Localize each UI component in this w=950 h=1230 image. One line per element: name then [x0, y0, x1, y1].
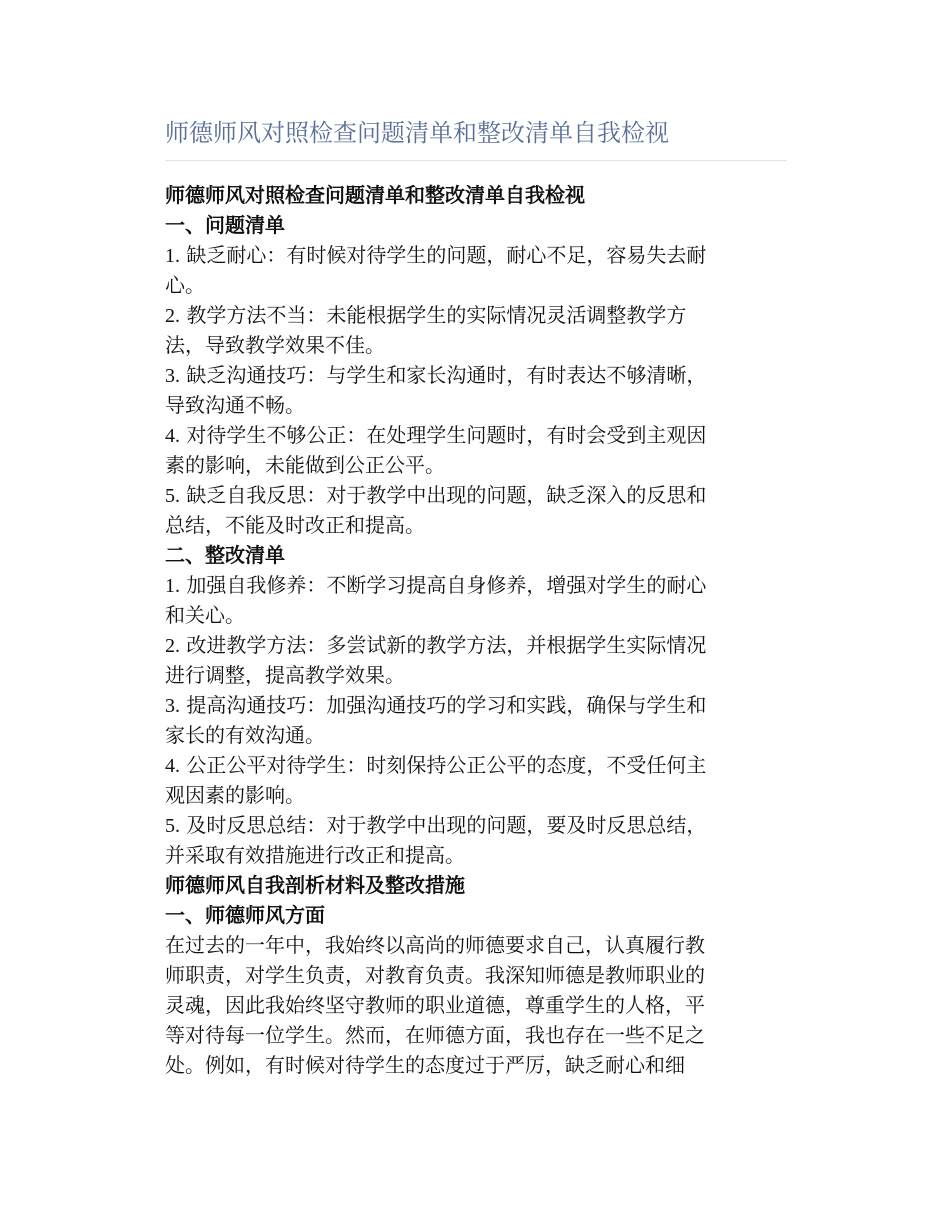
item-number: 3.: [165, 695, 180, 717]
problem-list: [165, 240, 787, 540]
paragraph-line: 师职责，对学生负责，对教育负责。我深知师德是教师职业的: [165, 963, 705, 987]
item-text-continued: 家长的有效沟通。: [165, 723, 325, 747]
item-number: 5.: [165, 815, 180, 837]
list-item: [165, 690, 787, 750]
item-text: 及时反思总结：对于教学中出现的问题，要及时反思总结，: [180, 813, 707, 837]
item-text-continued: 总结，不能及时改正和提高。: [165, 513, 425, 537]
paragraph-line: 在过去的一年中，我始终以高尚的师德要求自己，认真履行教: [165, 933, 705, 957]
item-text-continued: 导致沟通不畅。: [165, 393, 305, 417]
paragraph-line: 灵魂，因此我始终坚守教师的职业道德，尊重学生的人格，平: [165, 993, 705, 1017]
rectification-list: [165, 570, 787, 870]
document-title: 师德师风对照检查问题清单和整改清单自我检视: [165, 119, 669, 147]
item-text: 缺乏耐心：有时候对待学生的问题，耐心不足，容易失去耐: [180, 243, 707, 267]
item-number: 2.: [165, 635, 180, 657]
item-text: 教学方法不当：未能根据学生的实际情况灵活调整教学方: [180, 303, 687, 327]
list-item: [165, 810, 787, 870]
item-number: 2.: [165, 305, 180, 327]
item-text: 公正公平对待学生：时刻保持公正公平的态度，不受任何主: [180, 753, 707, 777]
item-text-continued: 心。: [165, 273, 205, 297]
list-item: [165, 300, 787, 360]
list-item: [165, 360, 787, 420]
list-item: [165, 750, 787, 810]
item-text: 对待学生不够公正：在处理学生问题时，有时会受到主观因: [180, 423, 707, 447]
item-text-continued: 素的影响，未能做到公正公平。: [165, 453, 445, 477]
paragraph-line: 处。例如，有时候对待学生的态度过于严厉，缺乏耐心和细: [165, 1053, 685, 1077]
main-heading: 师德师风对照检查问题清单和整改清单自我检视: [165, 183, 585, 207]
item-text-continued: 法，导致教学效果不佳。: [165, 333, 385, 357]
item-number: 1.: [165, 575, 180, 597]
sub-heading-teacher-ethics: 一、师德师风方面: [165, 903, 325, 927]
item-number: 4.: [165, 425, 180, 447]
item-number: 4.: [165, 755, 180, 777]
section-heading-rectifications: 二、整改清单: [165, 543, 285, 567]
document-body: [165, 180, 787, 1080]
item-text: 缺乏沟通技巧：与学生和家长沟通时，有时表达不够清晰，: [180, 363, 707, 387]
item-text: 加强自我修养：不断学习提高自身修养，增强对学生的耐心: [180, 573, 707, 597]
section-heading-self-analysis: 师德师风自我剖析材料及整改措施: [165, 873, 465, 897]
item-text-continued: 并采取有效措施进行改正和提高。: [165, 843, 465, 867]
item-text-continued: 进行调整，提高教学效果。: [165, 663, 405, 687]
item-text: 缺乏自我反思：对于教学中出现的问题，缺乏深入的反思和: [180, 483, 707, 507]
item-number: 1.: [165, 245, 180, 267]
item-text: 提高沟通技巧：加强沟通技巧的学习和实践，确保与学生和: [180, 693, 707, 717]
list-item: [165, 480, 787, 540]
title-divider: [165, 160, 787, 161]
item-number: 5.: [165, 485, 180, 507]
paragraph-line: 等对待每一位学生。然而，在师德方面，我也存在一些不足之: [165, 1023, 705, 1047]
list-item: [165, 630, 787, 690]
item-text: 改进教学方法：多尝试新的教学方法，并根据学生实际情况: [180, 633, 707, 657]
body-paragraph: [165, 930, 787, 1080]
list-item: [165, 240, 787, 300]
item-text-continued: 观因素的影响。: [165, 783, 305, 807]
list-item: [165, 420, 787, 480]
item-text-continued: 和关心。: [165, 603, 245, 627]
list-item: [165, 570, 787, 630]
item-number: 3.: [165, 365, 180, 387]
section-heading-problems: 一、问题清单: [165, 213, 285, 237]
